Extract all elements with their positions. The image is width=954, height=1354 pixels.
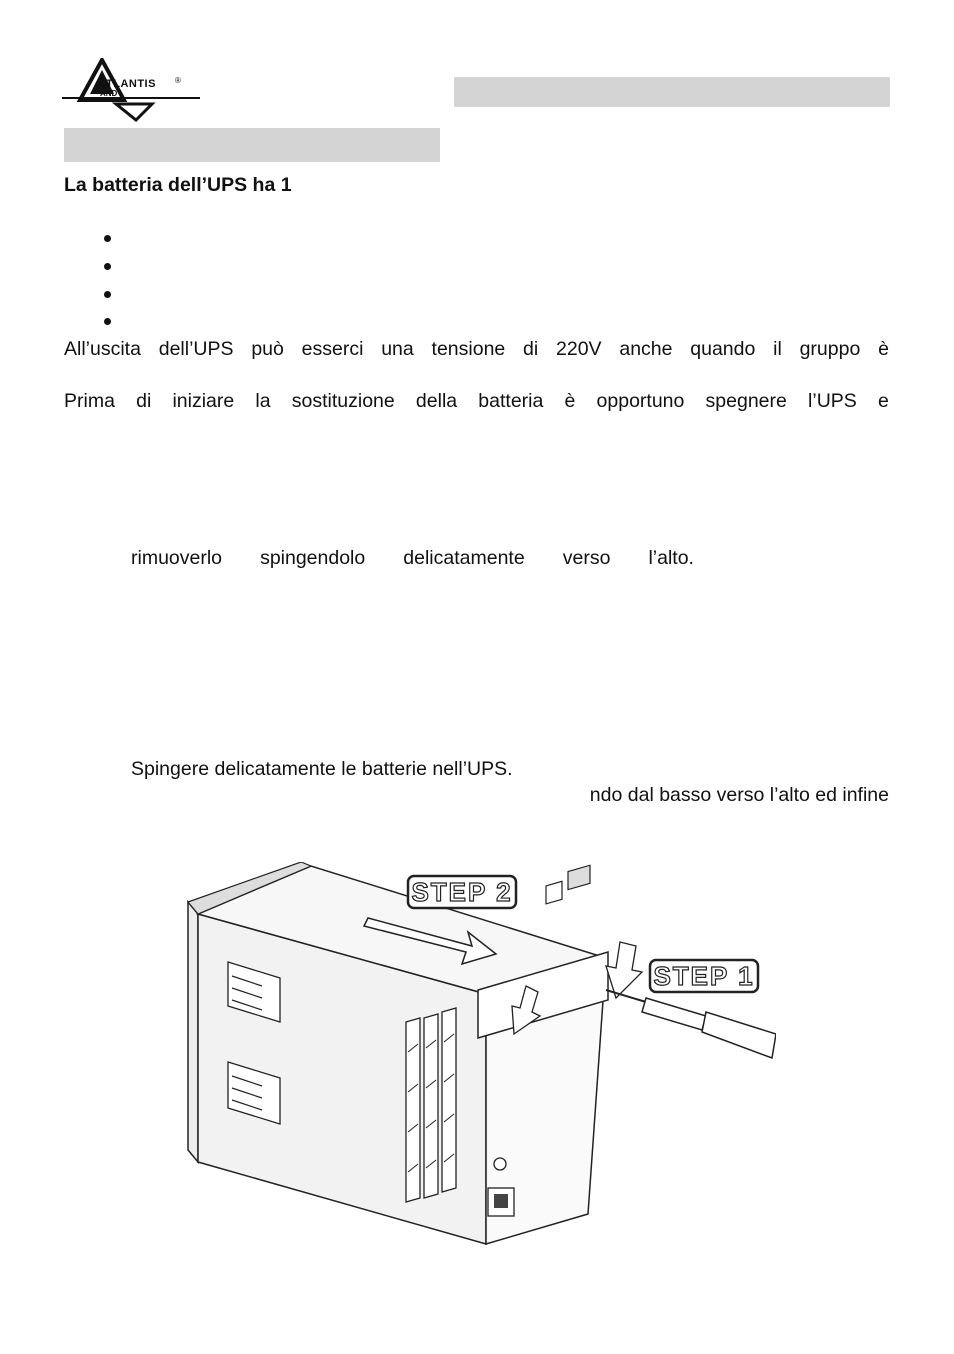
step-push-line: Spingere delicatamente le batterie nell’UPS. [131,758,513,780]
step-remove-line: rimuoverlo spingendolo delicatamente verso l’alto. [131,547,694,569]
step-1-label: STEP 1 [653,961,755,991]
ups-battery-figure [176,862,776,1254]
logo-text: TLANTIS [106,78,156,90]
step-2-label: STEP 2 [411,877,513,907]
section-heading: La batteria dell’UPS ha 1 [64,174,292,196]
step-close-line: ndo dal basso verso l’alto ed infine [589,784,889,806]
ups-illustration [176,862,776,1254]
bullet-4 [104,318,111,325]
logo-sub: AND [100,89,118,98]
bullet-3 [104,291,111,298]
paragraph-before-replacement: Prima di iniziare la sostituzione della batteria è opportuno spegnere l’UPS e [64,390,889,412]
header-bar [454,77,890,107]
section-title-bar [64,128,440,162]
bullet-2 [104,263,111,270]
bullet-1 [104,235,111,242]
logo-mark: ® [175,76,181,85]
paragraph-warning: All’uscita dell’UPS può esserci una tensione di 220V anche quando il gruppo è [64,338,889,360]
atlantis-logo [60,58,205,122]
